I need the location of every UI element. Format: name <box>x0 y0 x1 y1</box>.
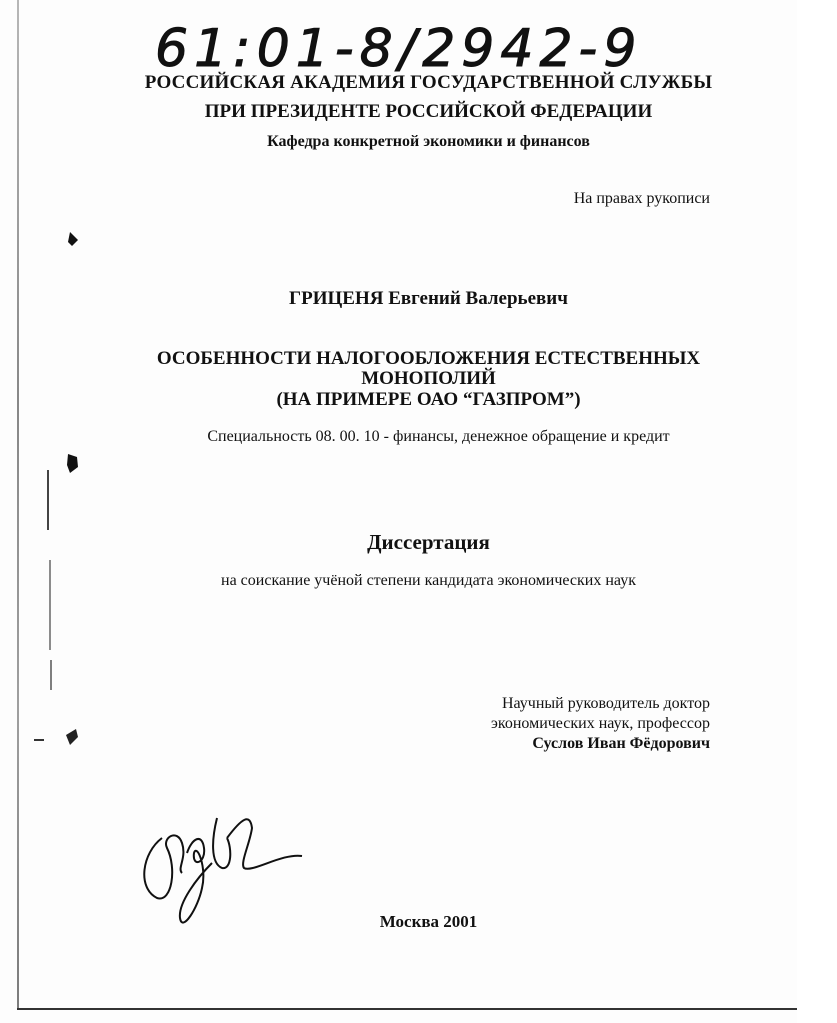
author-name: ГРИЦЕНЯ Евгений Валерьевич <box>289 288 568 309</box>
advisor-line-1: Научный руководитель доктор <box>501 695 710 712</box>
document-type: Диссертация <box>367 530 490 554</box>
advisor-name: Суслов Иван Фёдорович <box>532 735 710 752</box>
specialty-text: Специальность 08. 00. 10 - финансы, денежное обращение и кредит <box>207 428 670 445</box>
rights-note: На правах рукописи <box>573 190 710 207</box>
title-line-3: (НА ПРИМЕРЕ ОАО “ГАЗПРОМ”) <box>276 389 581 410</box>
degree-text: на соискание учёной степени кандидата экономических наук <box>221 572 636 589</box>
archive-number-text: 61:01-8/2942-9 <box>155 19 643 79</box>
advisor-block <box>491 694 710 754</box>
scan-bottom-line <box>17 1008 797 1010</box>
title-line-1: ОСОБЕННОСТИ НАЛОГООБЛОЖЕНИЯ ЕСТЕСТВЕННЫХ <box>156 348 701 369</box>
title-line-2: МОНОПОЛИЙ <box>361 368 496 389</box>
department-name: Кафедра конкретной экономики и финансов <box>267 133 590 150</box>
city-year: Москва 2001 <box>379 912 478 931</box>
institution-line-1: РОССИЙСКАЯ АКАДЕМИЯ ГОСУДАРСТВЕННОЙ СЛУЖБЫ <box>144 72 713 93</box>
scan-edge-line <box>17 0 19 1010</box>
institution-line-2: ПРИ ПРЕЗИДЕНТЕ РОССИЙСКОЙ ФЕДЕРАЦИИ <box>204 101 653 122</box>
advisor-line-2: экономических наук, профессор <box>490 715 710 732</box>
